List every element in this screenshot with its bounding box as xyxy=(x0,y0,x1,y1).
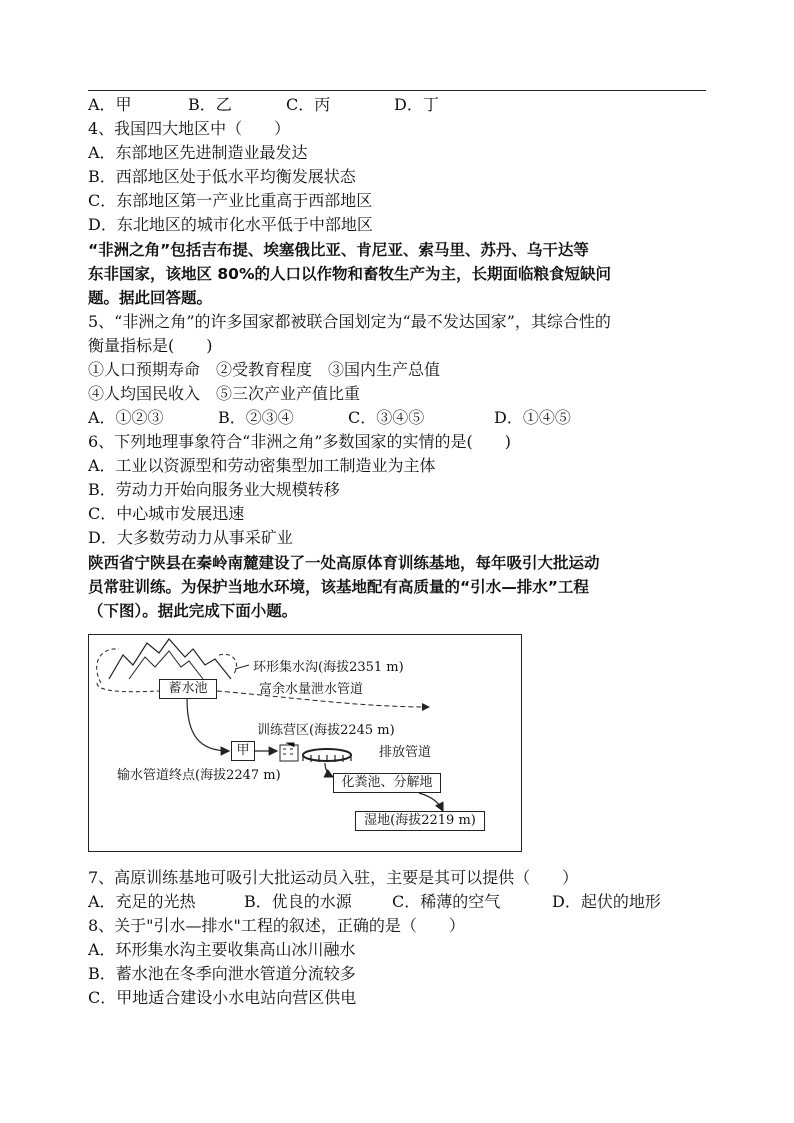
q5-stem-line-2: 衡量指标是( ) xyxy=(88,336,213,355)
q5-items-line-1: ①人口预期寿命 ②受教育程度 ③国内生产总值 xyxy=(88,360,441,379)
q7-option-a[interactable]: A．充足的光热 xyxy=(88,892,196,911)
ring-ditch-leader xyxy=(235,665,249,669)
q8-stem: 8、关于"引水—排水"工程的叙述，正确的是（ ） xyxy=(88,916,465,935)
q3-options xyxy=(88,93,439,117)
q7-option-b[interactable]: B．优良的水源 xyxy=(244,892,352,911)
q3-option-d[interactable]: D．丁 xyxy=(394,95,439,114)
wetland-box: 湿地(海拔2219 m) xyxy=(355,811,485,831)
discharge-pipe-line xyxy=(325,763,333,777)
q7-options xyxy=(88,890,661,914)
q4-stem: 4、我国四大地区中（ ） xyxy=(88,119,291,138)
q6-option-d[interactable]: D．大多数劳动力从事采矿业 xyxy=(88,528,293,547)
africa-passage-line-3: 题。据此回答题。 xyxy=(88,289,213,307)
q7-option-c[interactable]: C．稀薄的空气 xyxy=(392,892,501,911)
header-rule xyxy=(88,90,706,91)
inflow-pipe-line xyxy=(187,699,229,751)
q5-options xyxy=(88,406,571,430)
q7-stem: 7、高原训练基地可吸引大批运动员入驻，主要是其可以提供（ ） xyxy=(88,868,579,887)
mountain-outline xyxy=(109,639,231,679)
africa-passage-line-1: “非洲之角”包括吉布提、埃塞俄比亚、肯尼亚、索马里、苏丹、乌干达等 xyxy=(88,241,589,259)
q4-option-a[interactable]: A．东部地区先进制造业最发达 xyxy=(88,143,308,162)
shaanxi-passage-line-3: （下图）。据此完成下面小题。 xyxy=(88,602,298,620)
q5-option-b[interactable]: B．②③④ xyxy=(218,408,294,427)
q3-option-c[interactable]: C．丙 xyxy=(286,95,331,114)
q5-option-c[interactable]: C．③④⑤ xyxy=(348,408,425,427)
mountain-inner-ridge xyxy=(129,651,203,679)
q4-option-d[interactable]: D．东北地区的城市化水平低于中部地区 xyxy=(88,215,373,234)
shaanxi-passage-line-2: 员常驻训练。为保护当地水环境，该基地配有高质量的“引水—排水”工程 xyxy=(88,578,589,596)
q5-option-d[interactable]: D．①④⑤ xyxy=(494,408,571,427)
jia-box: 甲 xyxy=(231,741,255,761)
q5-stem-line-1: 5、“非洲之角”的许多国家都被联合国划定为“最不发达国家”，其综合性的 xyxy=(88,312,611,331)
q8-option-b[interactable]: B．蓄水池在冬季向泄水管道分流较多 xyxy=(88,964,356,983)
q8-option-c[interactable]: C．甲地适合建设小水电站向营区供电 xyxy=(88,988,357,1007)
overflow-pipe-label: 富余水量泄水管道 xyxy=(259,682,364,697)
reservoir-box: 蓄水池 xyxy=(159,679,217,699)
q3-option-b[interactable]: B．乙 xyxy=(188,95,232,114)
q4-option-b[interactable]: B．西部地区处于低水平均衡发展状态 xyxy=(88,167,356,186)
africa-passage-line-2: 东非国家，该地区 80%的人口以作物和畜牧生产为主，长期面临粮食短缺问 xyxy=(88,265,611,283)
q7-option-d[interactable]: D．起伏的地形 xyxy=(552,892,661,911)
pipe-end-label: 输水管道终点(海拔2247 m) xyxy=(117,768,281,783)
q5-items-line-2: ④人均国民收入 ⑤三次产业产值比重 xyxy=(88,384,361,403)
q5-option-a[interactable]: A．①②③ xyxy=(88,408,164,427)
shaanxi-passage-line-1: 陕西省宁陕县在秦岭南麓建设了一处高原体育训练基地，每年吸引大批运动 xyxy=(88,554,600,572)
q6-option-b[interactable]: B．劳动力开始向服务业大规模转移 xyxy=(88,480,340,499)
camp-label: 训练营区(海拔2245 m) xyxy=(257,723,395,738)
q4-option-c[interactable]: C．东部地区第一产业比重高于西部地区 xyxy=(88,191,373,210)
water-engineering-diagram xyxy=(88,634,522,852)
q6-stem: 6、下列地理事象符合“非洲之角”多数国家的实情的是( ) xyxy=(88,432,512,451)
ring-ditch-to-reservoir xyxy=(97,683,159,692)
q6-option-a[interactable]: A．工业以资源型和劳动密集型加工制造业为主体 xyxy=(88,456,436,475)
ring-ditch-label: 环形集水沟(海拔2351 m) xyxy=(253,660,404,675)
septic-box: 化粪池、分解地 xyxy=(333,773,441,793)
q8-option-a[interactable]: A．环形集水沟主要收集高山冰川融水 xyxy=(88,940,356,959)
septic-to-wetland-line xyxy=(419,793,443,811)
camp-building-icon xyxy=(280,745,298,761)
discharge-pipe-label: 排放管道 xyxy=(379,745,432,760)
q6-option-c[interactable]: C．中心城市发展迅速 xyxy=(88,504,245,523)
q3-option-a[interactable]: A．甲 xyxy=(88,95,132,114)
